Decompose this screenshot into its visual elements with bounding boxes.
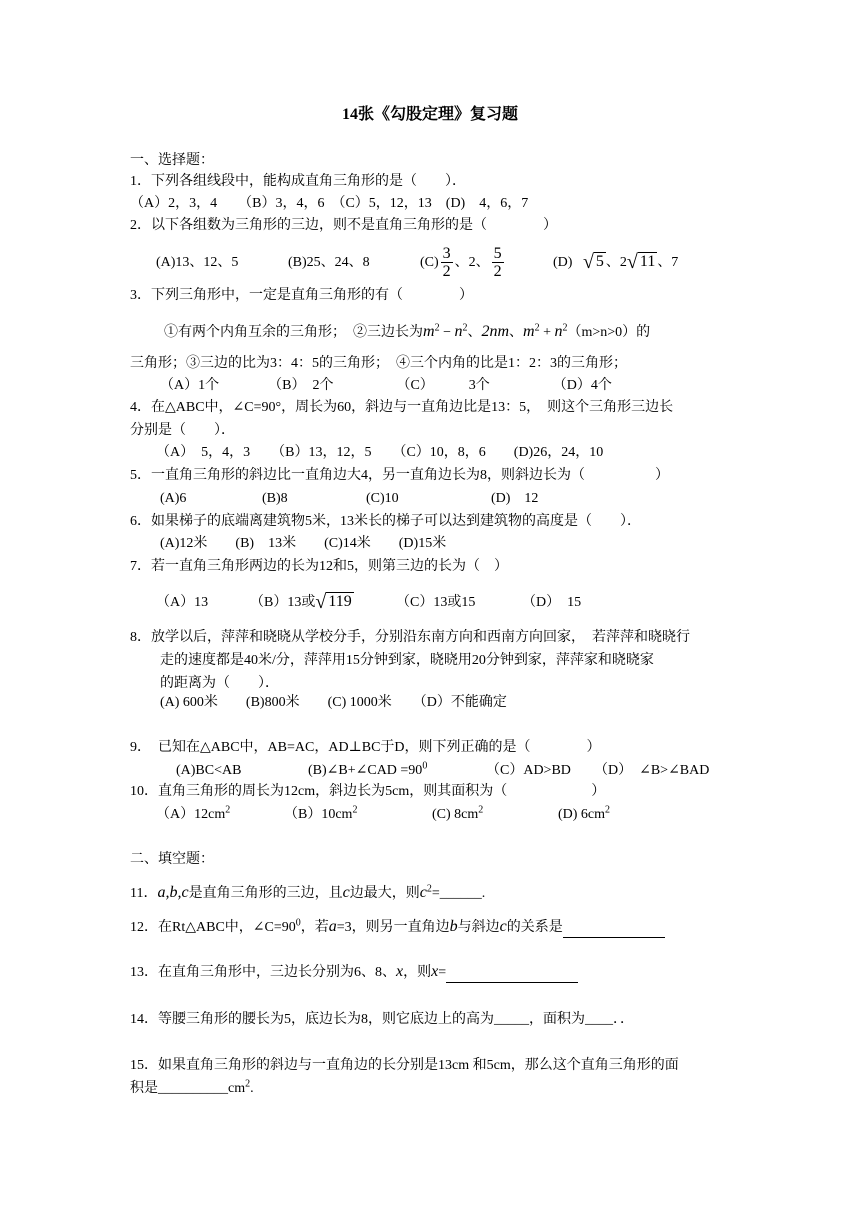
q4-line-1: 4．在△ABC中，∠C=90°，周长为60，斜边与一直角边比是13：5， 则这个三角形三边长 xyxy=(130,400,674,415)
q12-b: b xyxy=(449,918,458,935)
q11 xyxy=(130,883,485,904)
q15-line-1: 15．如果直角三角形的斜边与一直角边的长分别是13cm 和5cm，那么这个直角三角形的面 xyxy=(130,1058,679,1073)
q2-c-label: (C) xyxy=(420,255,439,270)
q11-vars: a,b,c xyxy=(157,884,189,901)
q9-option-d: （D） ∠B>∠BAD xyxy=(594,763,710,778)
q7-option-c: （C）13或15 xyxy=(396,595,476,610)
q2-d-label: (D) xyxy=(553,255,573,270)
q2-d-sep1: 、2 xyxy=(605,255,627,270)
q7-option-a: （A）13 xyxy=(156,595,209,610)
q11-sup: 2 xyxy=(426,883,432,895)
q5-option-b: (B)8 xyxy=(262,491,288,506)
q12-sup: 0 xyxy=(295,917,301,929)
q12-answer-blank[interactable] xyxy=(563,921,665,938)
q5-option-a: (A)6 xyxy=(160,491,187,506)
q8-line-1: 8．放学以后，萍萍和晓晓从学校分手，分别沿东南方向和西南方向回家， 若萍萍和晓晓行 xyxy=(130,630,690,645)
q15-sup: 2 xyxy=(245,1078,251,1090)
q8-line-2: 走的速度都是40米/分，萍萍用15分钟到家，晓晓用20分钟到家，萍萍家和晓晓家 xyxy=(160,653,654,668)
q10-option-d xyxy=(558,806,610,824)
q10-a-sup: 2 xyxy=(225,804,231,816)
section-fill-in: 二、填空题： xyxy=(130,852,214,867)
q13-tail: = xyxy=(438,965,447,980)
q2-option-c xyxy=(420,238,506,288)
q3-n1: n xyxy=(454,323,463,340)
q5-option-c: (C)10 xyxy=(366,491,399,506)
q10-d-sup: 2 xyxy=(605,804,611,816)
q13-head: 13．在直角三角形中，三边长分别为6、8、 xyxy=(130,965,396,980)
section-choice: 一、选择题： xyxy=(130,153,214,168)
q12-c: c xyxy=(499,918,507,935)
q7-option-d: （D） 15 xyxy=(522,595,582,610)
q11-num: 11． xyxy=(130,886,158,901)
q11-tail: =______. xyxy=(431,886,486,901)
q3-m2: m xyxy=(523,323,535,340)
sqrt-119-value: 119 xyxy=(328,593,352,610)
q13-answer-blank[interactable] xyxy=(446,966,578,983)
q12-tail: 的关系是 xyxy=(506,920,563,935)
q14: 14．等腰三角形的腰长为5，底边长为8，则它底边上的高为_____，面积为____．． xyxy=(130,1012,634,1027)
sqrt-5: √ 5 xyxy=(582,251,604,273)
q2-c-frac2-den: 2 xyxy=(493,263,502,281)
q10-c-text: (C) 8cm xyxy=(432,807,479,822)
q8-options: (A) 600米 (B)800米 (C) 1000米 （D）不能确定 xyxy=(160,695,507,710)
q2-option-b: (B)25、24、8 xyxy=(288,255,370,270)
q5-option-d: (D) 12 xyxy=(491,491,539,506)
q15-line-2 xyxy=(130,1080,254,1098)
q10-b-sup: 2 xyxy=(352,804,358,816)
q12-mid3: 与斜边 xyxy=(457,920,500,935)
q10-a-text: （A）12cm xyxy=(156,807,226,822)
q3-stem: 3．下列三角形中，一定是直角三角形的有（ ） xyxy=(130,288,473,303)
q11-c: c xyxy=(342,884,350,901)
q3-m1: m xyxy=(423,323,435,340)
q3-2nm: 2nm xyxy=(481,323,510,340)
q2-c-frac2-num: 5 xyxy=(493,245,502,263)
q2-option-a: (A)13、12、5 xyxy=(156,255,239,270)
q11-mid: 是直角三角形的三边，且 xyxy=(188,886,343,901)
q1-stem: 1．下列各组线段中，能构成直角三角形的是（ ）． xyxy=(130,174,466,189)
q12-head: 12．在Rt△ABC中，∠C=90 xyxy=(130,920,296,935)
q9-b-sup: 0 xyxy=(422,760,428,772)
q6-stem: 6．如果梯子的底端离建筑物5米，13米长的梯子可以达到建筑物的高度是（ ）． xyxy=(130,514,641,529)
q2-c-frac1-num: 3 xyxy=(442,245,451,263)
q3-sep2: 、 xyxy=(509,325,524,340)
q11-mid2: 边最大，则 xyxy=(349,886,420,901)
q3-line-1: ①有两个内角互余的三角形； ②三边长为$m^2 - n^2$、2nm、$m^2 + n^2(m>n>0)$的 xyxy=(164,322,651,340)
q2-c-mid: 、2、 xyxy=(454,255,490,270)
q5-stem: 5．一直角三角形的斜边比一直角边大4，另一直角边长为8，则斜边长为（ ） xyxy=(130,468,669,483)
q7-option-b xyxy=(250,592,354,613)
q7-b-label: （B）13或 xyxy=(250,595,316,610)
q2-c-frac1-den: 2 xyxy=(442,263,451,281)
q13-x2: x xyxy=(431,963,439,980)
q13-x: x xyxy=(396,963,404,980)
q8-line-3: 的距离为（ ）． xyxy=(160,676,279,691)
q2-c-fraction-1 xyxy=(441,245,453,280)
sqrt-119: √ 119 xyxy=(315,591,352,613)
q12-mid2: =3，则另一直角边 xyxy=(336,920,450,935)
q9-option-b xyxy=(308,762,427,780)
q12 xyxy=(130,917,665,938)
q2-c-fraction-2 xyxy=(492,245,504,280)
q3-sep1: 、 xyxy=(467,325,482,340)
q12-mid: ，若 xyxy=(300,920,329,935)
q6-options: (A)12米 (B) 13米 (C)14米 (D)15米 xyxy=(160,536,447,551)
q11-c2: c xyxy=(419,884,427,901)
q13 xyxy=(130,962,578,983)
q10-option-c xyxy=(432,806,483,824)
q10-b-text: （B）10cm xyxy=(284,807,353,822)
q9-stem: 9． 已知在△ABC中，AB=AC，AD⊥BC于D，则下列正确的是（ ） xyxy=(130,740,601,755)
q10-option-a xyxy=(156,806,230,824)
q12-a: a xyxy=(328,918,337,935)
q3-line-2: 三角形；③三边的比为3：4：5的三角形； ④三个内角的比是1：2：3的三角形； xyxy=(130,356,627,371)
q10-c-sup: 2 xyxy=(478,804,484,816)
q3-options: （A）1个 （B） 2个 （C） 3个 （D）4个 xyxy=(160,378,612,393)
q4-options: （A） 5，4，3 （B）13，12，5 （C）10，8，6 (D)26，24，10 xyxy=(156,445,604,460)
q2-stem: 2．以下各组数为三角形的三边，则不是直角三角形的是（ ） xyxy=(130,218,557,233)
q4-line-2: 分别是（ ）． xyxy=(130,423,235,438)
q10-stem: 10．直角三角形的周长为12cm，斜边长为5cm，则其面积为（ ） xyxy=(130,784,606,799)
q9-b-text: (B)∠B+∠CAD =90 xyxy=(308,763,423,778)
q9-option-c: （C）AD>BD xyxy=(486,763,571,778)
q7-stem: 7．若一直角三角形两边的长为12和5，则第三边的长为（ ） xyxy=(130,559,508,574)
q3-l1-text: ①有两个内角互余的三角形； ②三边长为 xyxy=(164,325,423,340)
sqrt-5-value: 5 xyxy=(595,253,604,270)
q3-n2: n xyxy=(554,323,563,340)
q15-l2-text: 积是__________cm xyxy=(130,1081,246,1096)
sqrt-11-value: 11 xyxy=(639,253,656,270)
q9-option-a: (A)BC<AB xyxy=(176,763,242,778)
q1-options: （A）2，3，4 （B）3，4，6 （C）5，12，13 (D) 4，6，7 xyxy=(130,196,529,211)
q10-d-text: (D) 6cm xyxy=(558,807,606,822)
page-title: 14张《勾股定理》复习题 xyxy=(341,106,518,123)
q13-mid: ，则 xyxy=(403,965,432,980)
q3-l1-tail: （m>n>0）的 xyxy=(567,325,651,340)
sqrt-11: √ 11 xyxy=(626,251,656,273)
q10-option-b xyxy=(284,806,357,824)
q2-d-sep2: 、7 xyxy=(657,255,679,270)
q2-option-d xyxy=(553,252,678,273)
q15-tail: . xyxy=(250,1081,254,1096)
